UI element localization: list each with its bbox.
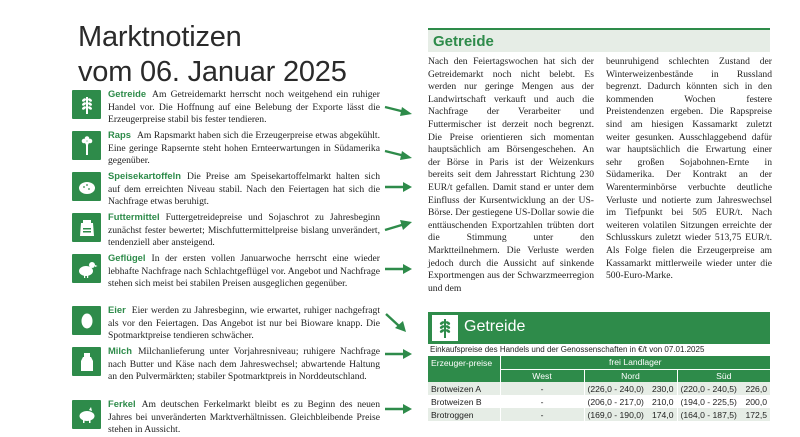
page-title-line1: Marktnotizen (78, 21, 242, 53)
entry-text: Milchanlieferung unter Vorjahresniveau; ruhigere Nachfrage nach Butter und Käse nach dem Jahreswechsel; abwartende Haltung an den Pulvermärkten; stabiler Spotmarktpreis in Norddeutschland. (108, 346, 380, 383)
article-column-2: beunruhigend schlechten Zustand der Winterweizenbestände in Russland begrenzt. Dadurch könnten sich in den kommenden Wochen festere Preistendenzen ergeben. Die Rapspreise sind am hiesigen Kassamarkt zuletzt weiter gesunken. Ausschlaggebend dafür war hauptsächlich die Erwartung einer sehr großen Sojabohnen-Ernte in Südamerika. Der Kontrakt an der Warenterminbörse verbuchte deutliche Verluste und notierte zum Jahreswechsel im Tiefpunkt bei 505 EUR/t. Nach weiteren volatilen Sitzungen erreichte der Schlusskurs zuletzt wieder 513,75 EUR/t. Als Folge fielen die Erzeugerpreise am Kassamarkt mittlerweile wieder unter die 500-Euro-Marke. (606, 56, 772, 282)
milk-icon (72, 347, 101, 376)
trend-arrow-milch (383, 347, 413, 361)
entry-text: Am Rapsmarkt haben sich die Erzeugerpreise etwas abgekühlt. Eine geringe Rapsernte steht hohen Ernteerwartungen in Südamerika gegenüber. (108, 130, 380, 167)
page-title (78, 20, 398, 90)
entry-text: Eier werden zu Jahresbeginn, wie erwartet, ruhiger nachgefragt als vor den Feiertagen. Das Angebot ist nur bei Bioware knapp. Die Spotmarktpreise tendieren schwächer. (108, 305, 380, 342)
entry-text: Futtergetreidepreise und Sojaschrot zu Jahresbeginn zunächst fester bewertet; Mischfuttermittelpreise bislang unverändert, tendenziell aber ansteigend. (108, 212, 380, 249)
cell-nord-range: (226,0 - 240,0) (584, 382, 641, 395)
rapeseed-icon (72, 131, 101, 160)
trend-arrow-ferkel (383, 402, 413, 416)
entry-text: Die Preise am Speisekartoffelmarkt halten sich auf dem erreichten Niveau stabil. Nach den Feiertagen hat sich die Nachfrage etwas beruhigt. (108, 171, 380, 208)
entry-label: Ferkel (108, 398, 136, 409)
cell-nord-range: (169,0 - 190,0) (584, 408, 641, 421)
trend-arrow-getreide (383, 103, 413, 119)
header-region-nord: Nord (584, 369, 677, 382)
cell-sued-range: (220,0 - 240,5) (677, 382, 734, 395)
section-header-getreide (428, 28, 770, 52)
entry-label: Speisekartoffeln (108, 170, 181, 181)
header-product: Erzeuger-preise (428, 356, 500, 382)
cell-nord-range: (206,0 - 217,0) (584, 395, 641, 408)
price-table-box (428, 312, 770, 421)
cell-nord-avg: 174,0 (641, 408, 677, 421)
egg-icon (72, 306, 101, 335)
section-title: Getreide (433, 33, 494, 50)
header-group: frei Landlager (500, 356, 770, 369)
entry-label: Geflügel (108, 252, 146, 263)
article-column-1: Nach den Feiertagswochen hat sich der Getreidemarkt noch nicht belebt. Es werden nur geringe Mengen aus der Landwirtschaft verkauft und auch die Nachfrage der Verarbeiter und Futtermischer ist derzeit noch begrenzt. Die Preise orientieren sich momentan hauptsächlich am Börsengeschehen. An der Börse in Paris ist der Weizenkurs bereits seit dem Jahresstart Richtung 230 EUR/t gefallen. Damit stand er unter dem Einfluss der Kursentwicklung an der US-Börse. Der gestiegene US-Dollar sowie die enttäuschenden Exportzahlen trübten dort die Stimmung unter den Marktteilnehmern. Die Verluste werden jedoch durch die Aussicht auf sinkende Exportmengen aus der Schwarzmeerregion und dem (428, 56, 594, 294)
cell-sued-range: (164,0 - 187,5) (677, 408, 734, 421)
wheat-icon (432, 315, 458, 341)
table-row (428, 408, 770, 421)
entry-label: Futtermittel (108, 211, 160, 222)
page-title-line2: vom 06. Januar 2025 (78, 56, 347, 88)
entry-text: Am Getreidemarkt herrscht noch weitgehend ein ruhiger Handel vor. Die Hoffnung auf eine Belebung der Exporte lässt die Erzeugerpreise stabil bis fester tendieren. (108, 89, 380, 126)
table-title: Getreide (464, 318, 526, 335)
cell-sued-avg: 200,0 (734, 395, 770, 408)
cell-nord-avg: 230,0 (641, 382, 677, 395)
table-row (428, 395, 770, 408)
trend-arrow-raps (383, 146, 413, 162)
cell-west: - (500, 395, 584, 408)
entry-label: Milch (108, 345, 132, 356)
trend-arrow-futtermittel (383, 218, 413, 234)
cell-sued-range: (194,0 - 225,5) (677, 395, 734, 408)
trend-arrow-gefluegel (383, 262, 413, 276)
cell-sued-avg: 226,0 (734, 382, 770, 395)
table-subtitle: Einkaufspreise des Handels und der Genossenschaften in €/t von 07.01.2025 (430, 345, 705, 354)
poultry-icon (72, 254, 101, 283)
piglet-icon (72, 400, 101, 429)
cell-product: Brotroggen (428, 408, 500, 421)
entry-label: Eier (108, 304, 126, 315)
price-table (428, 356, 770, 421)
cell-product: Brotweizen A (428, 382, 500, 395)
wheat-icon (72, 90, 101, 119)
trend-arrow-eier (384, 312, 408, 334)
cell-sued-avg: 172,5 (734, 408, 770, 421)
header-region-sued: Süd (677, 369, 770, 382)
feed-sack-icon (72, 213, 101, 242)
entry-text: In der ersten vollen Januarwoche herrscht eine wieder lebhafte Nachfrage nach Schlachtgeflügel vor. Angebot und Nachfrage stehen sich meist bei stabilen Preisen ausgeglichen gegenüber. (108, 253, 380, 290)
cell-west: - (500, 408, 584, 421)
cell-west: - (500, 382, 584, 395)
entry-text: Am deutschen Ferkelmarkt bleibt es zu Beginn des neuen Jahres bei unveränderten Marktverhältnissen. Gleichbleibende Preise stehen in Aussicht. (108, 399, 380, 436)
table-row (428, 382, 770, 395)
cell-product: Brotweizen B (428, 395, 500, 408)
header-region-west: West (500, 369, 584, 382)
table-title-bar (428, 312, 770, 344)
cell-nord-avg: 210,0 (641, 395, 677, 408)
trend-arrow-speisekartoffeln (383, 180, 413, 194)
entry-label: Raps (108, 129, 131, 140)
potato-icon (72, 172, 101, 201)
entry-label: Getreide (108, 88, 147, 99)
